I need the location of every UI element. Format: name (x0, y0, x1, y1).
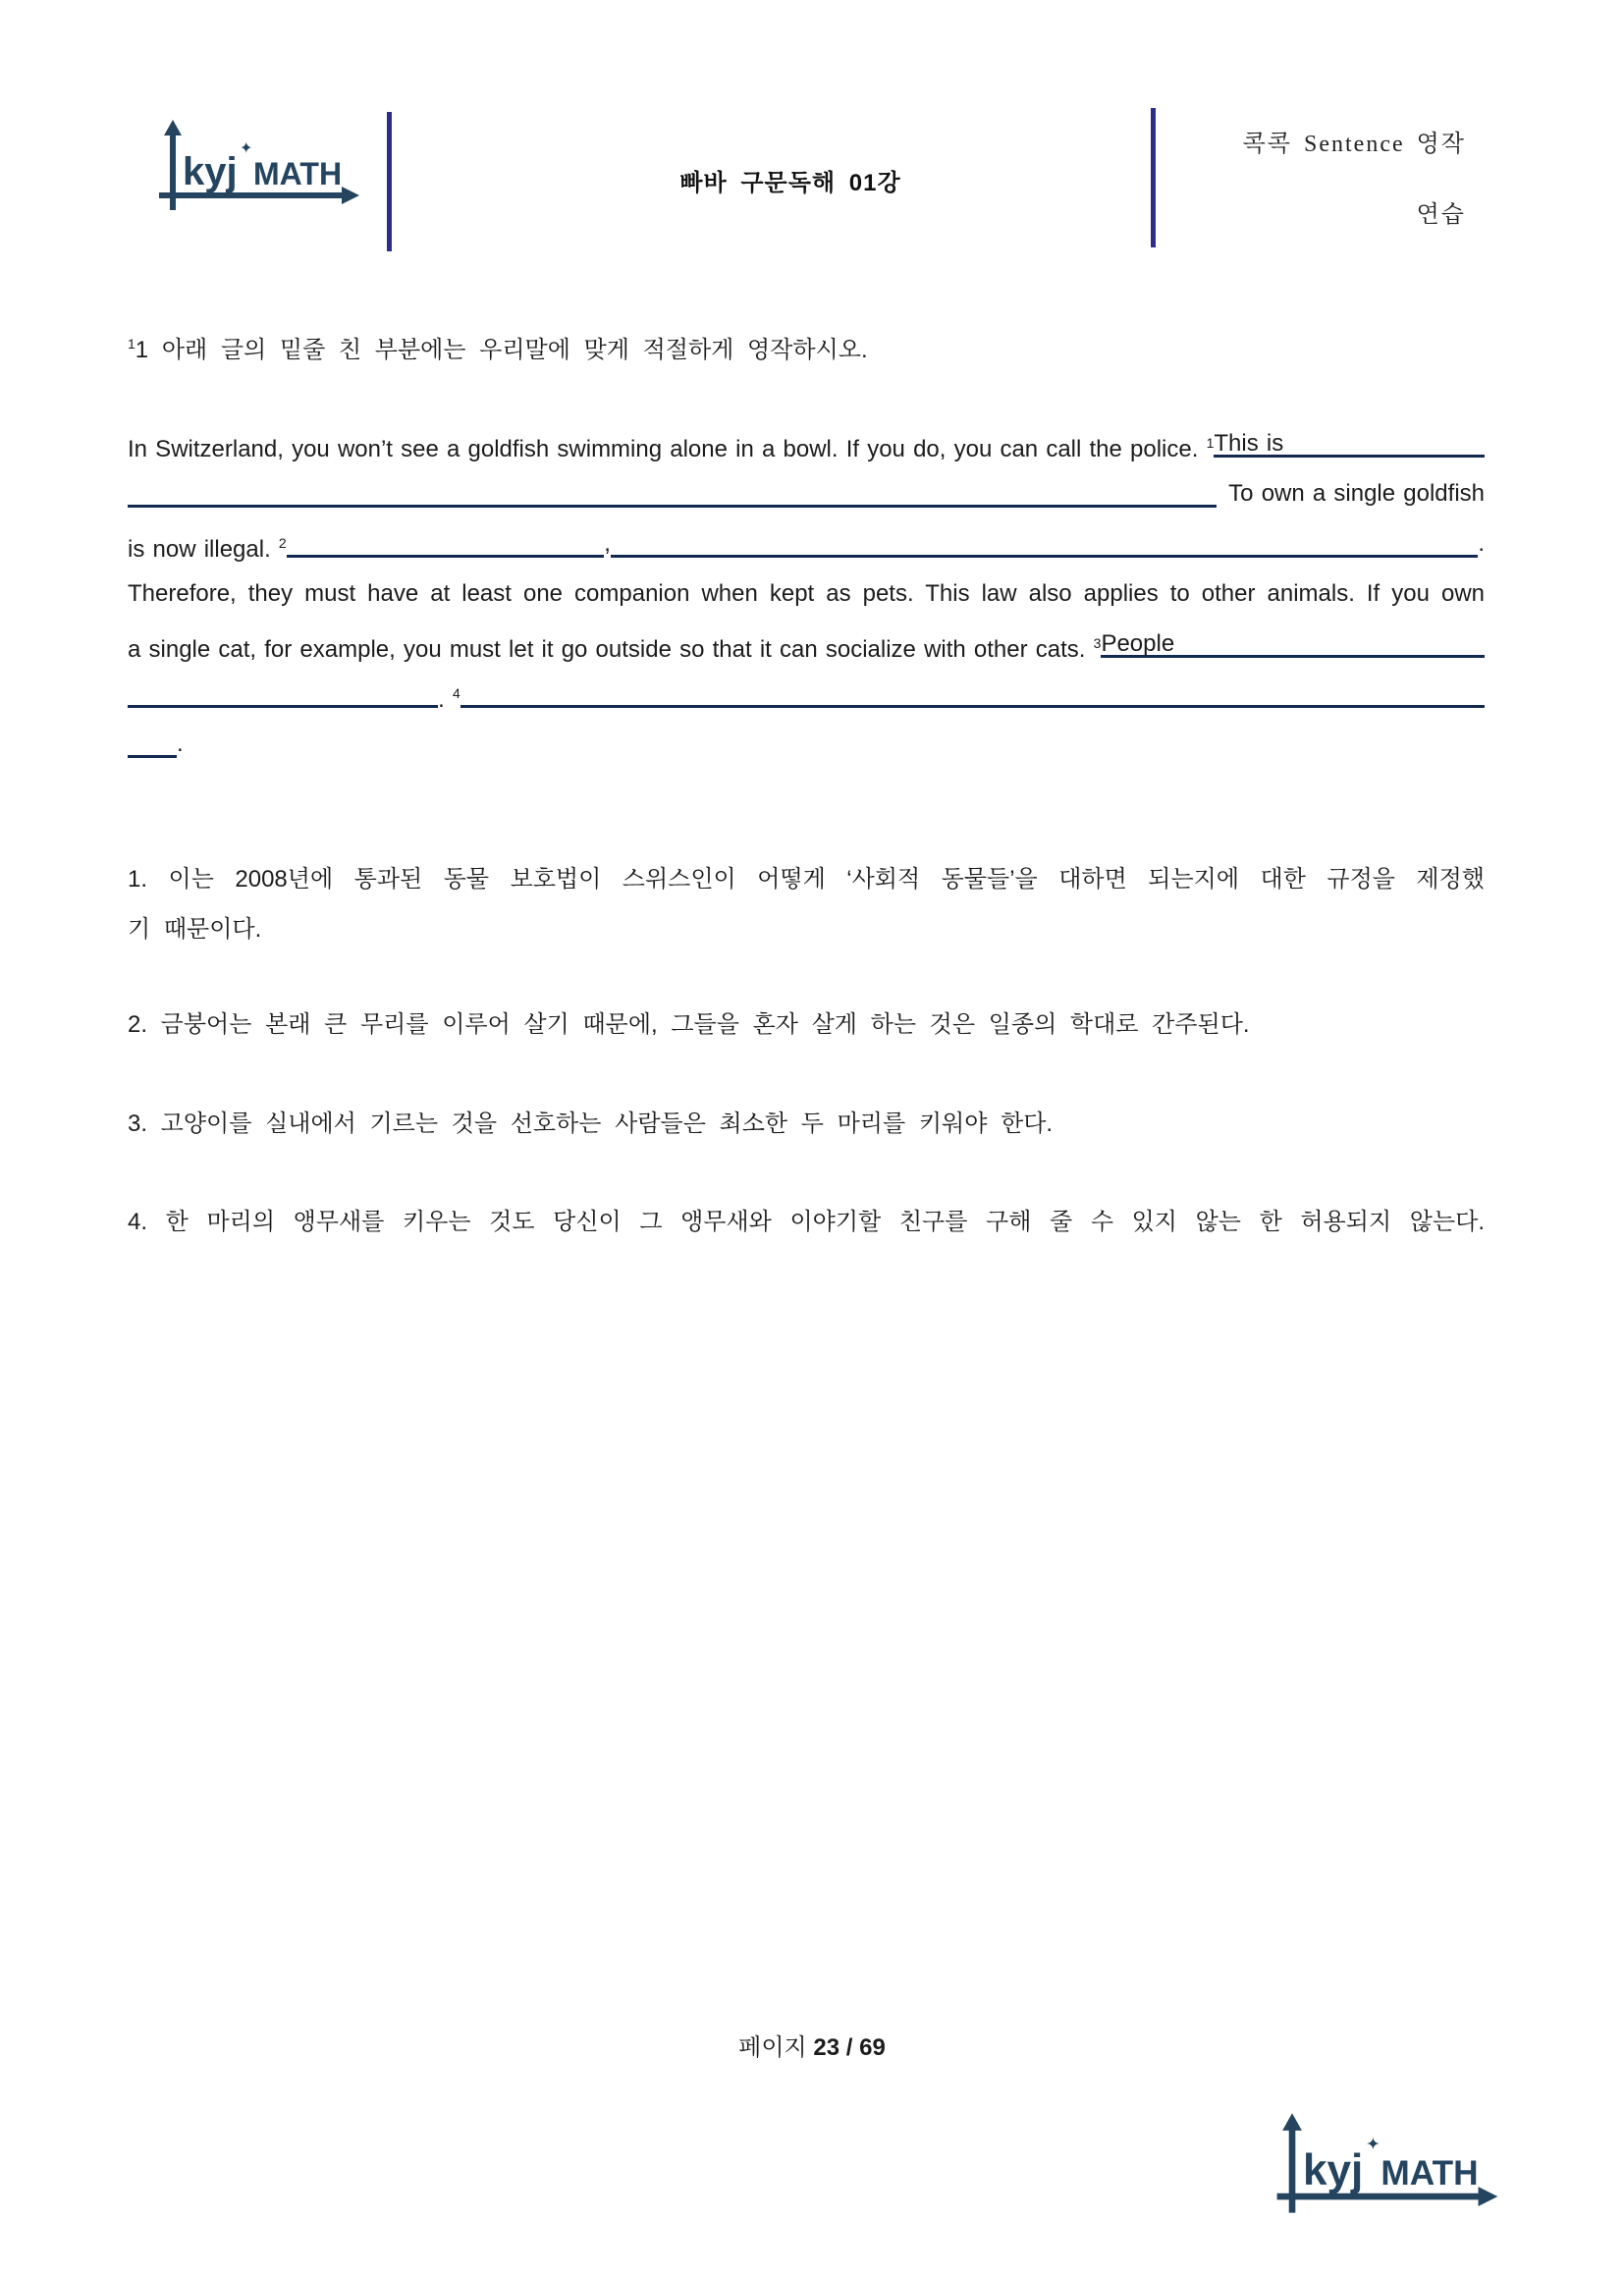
passage-text: In Switzerland, you won’t see a goldfish swimming alone in a bowl. If you do, you can call the police. (128, 436, 1199, 462)
logo-text-kyj: kyj (1303, 2145, 1364, 2194)
instruction-superscript: 1 (128, 336, 135, 352)
header-divider-right (1151, 108, 1156, 247)
logo-text-kyj: kyj (183, 150, 238, 193)
passage-text: is now illegal. (128, 536, 271, 563)
answer-blank-3: People (1101, 619, 1485, 669)
kyj-math-logo-footer (1272, 2111, 1503, 2217)
question-2 (128, 1000, 1485, 1050)
instruction-text: 1 아래 글의 밑줄 친 부분에는 우리말에 맞게 적절하게 영작하시오. (135, 337, 868, 363)
axes-icon (1272, 2111, 1503, 2217)
logo-star-icon: ✦ (1365, 2134, 1380, 2154)
blank-number: 2 (278, 535, 287, 551)
passage-text: To own a single goldfish (1228, 480, 1485, 507)
question-1-line1: 1. 이는 2008년에 통과된 동물 보호법이 스위스인이 어떻게 ‘사회적 동물들’을 대하면 되는지에 대한 규정을 제정했 (128, 866, 1485, 893)
passage-line-4: Therefore, they must have at least one companion when kept as pets. This law also applies to other animals. If you own (128, 580, 1485, 607)
blank-number: 4 (452, 685, 460, 701)
question-4-text: 4. 한 마리의 앵무새를 키우는 것도 당신이 그 앵무새와 이야기할 친구를 구해 줄 수 있지 않는 한 허용되지 않는다. (128, 1209, 1485, 1235)
passage-text: . (1478, 530, 1485, 557)
answer-blank-2b (611, 518, 1478, 568)
passage-line-2 (128, 468, 1485, 518)
passage-text: a single cat, for example, you must let it go outside so that it can socialize with other cats. (128, 636, 1086, 663)
page-title: 빠바 구문독해 01강 (679, 170, 901, 196)
passage-line-5 (128, 619, 1485, 669)
passage-line-3 (128, 518, 1485, 568)
header-right-line2: 연습 (1416, 202, 1466, 228)
question-3-text: 3. 고양이를 실내에서 기르는 것을 선호하는 사람들은 최소한 두 마리를 키워야 한다. (128, 1110, 1054, 1137)
passage-text: , (604, 530, 611, 557)
page-number-value: 23 / 69 (813, 2034, 886, 2061)
axes-icon (155, 118, 363, 214)
question-4 (128, 1197, 1485, 1247)
logo-star-icon: ✦ (240, 140, 253, 157)
passage-line-1 (128, 418, 1485, 468)
page-number (0, 2029, 1624, 2068)
answer-blank-2a (287, 518, 605, 568)
answer-blank-4 (460, 669, 1485, 719)
kyj-math-logo (155, 118, 363, 214)
passage-text: . (177, 731, 184, 757)
instruction-line (128, 324, 1485, 363)
header-right-line1: 콕콕 Sentence 영작 (1242, 132, 1466, 157)
passage (128, 418, 1485, 769)
passage-line-7 (128, 719, 1485, 769)
question-3 (128, 1099, 1485, 1149)
answer-blank-3-continued (128, 669, 438, 719)
question-1-line2: 기 때문이다. (128, 916, 262, 943)
passage-text: . (438, 686, 445, 713)
question-1 (128, 854, 1485, 954)
blank-number: 3 (1093, 635, 1102, 651)
answer-blank-4-continued (128, 719, 177, 769)
question-2-text: 2. 금붕어는 본래 큰 무리를 이루어 살기 때문에, 그들을 혼자 살게 하는 것은 일종의 학대로 간주된다. (128, 1011, 1250, 1038)
page-number-label: 페이지 (738, 2034, 807, 2061)
logo-text-math: MATH (1380, 2153, 1479, 2193)
logo-text-math: MATH (253, 156, 343, 191)
header-divider-left (387, 112, 392, 251)
answer-blank-1: This is (1214, 418, 1485, 468)
passage-line-6 (128, 669, 1485, 719)
answer-blank-1-continued (128, 468, 1217, 518)
blank-number: 1 (1206, 435, 1215, 451)
